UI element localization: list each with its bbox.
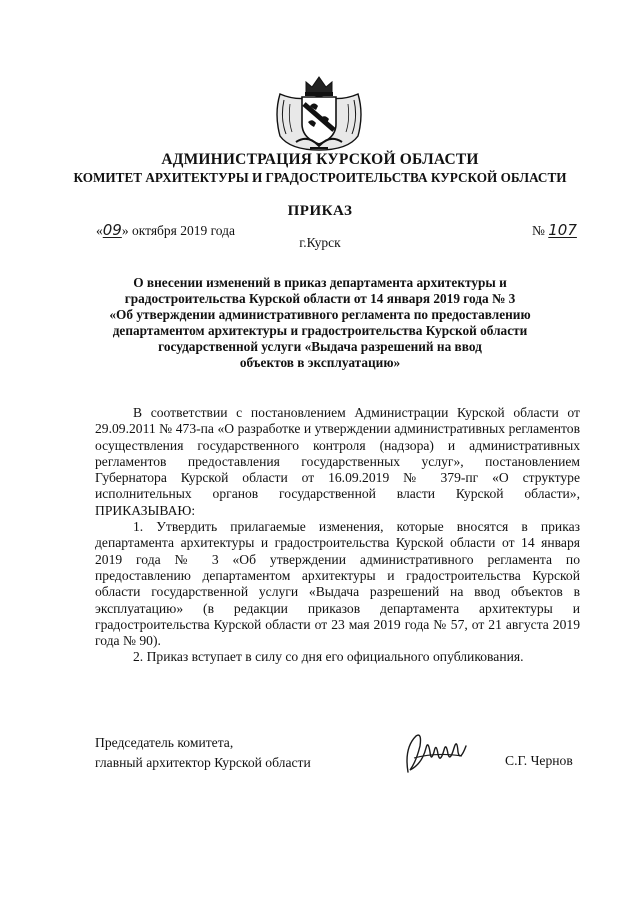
date-day: 09 (102, 221, 122, 239)
document-type: ПРИКАЗ (287, 203, 353, 219)
date-open-quote: « (96, 223, 103, 238)
order-title (100, 275, 540, 371)
title-line: «Об утверждении административного регламента по предоставлению (109, 307, 531, 322)
number-prefix: № (532, 223, 545, 238)
signatory-name: С.Г. Чернов (505, 753, 573, 768)
organization-name: АДМИНИСТРАЦИЯ КУРСКОЙ ОБЛАСТИ (161, 151, 479, 168)
title-line: градостроительства Курской области от 14 января 2019 года № 3 (124, 291, 516, 306)
title-line: департаментом архитектуры и градостроительства Курской области (112, 323, 528, 338)
title-line: государственной услуги «Выдача разрешений на ввод (158, 339, 482, 354)
order-body (95, 405, 580, 666)
title-line: объектов в эксплуатацию» (239, 355, 401, 370)
body-paragraph: 2. Приказ вступает в силу со дня его официального опубликования. (133, 649, 524, 665)
date-rest: » октября 2019 года (121, 223, 236, 238)
handwritten-signature-icon (400, 728, 472, 780)
position-line: Председатель комитета, (95, 735, 234, 750)
body-paragraph: В соответствии с постановлением Администрации Курской области от 29.09.2011 № 473-па «О разработке и утверждении административных регламентов осуществления государственного контроля (надзора) и административных регламентов предоставления государственных услуг», постановлением Губернатора Курской области от 16.09.2019 № 379-пг «О структуре исполнительных органов государственной власти Курской области», ПРИКАЗЫВАЮ: (95, 405, 580, 518)
committee-name: КОМИТЕТ АРХИТЕКТУРЫ И ГРАДОСТРОИТЕЛЬСТВА КУРСКОЙ ОБЛАСТИ (73, 170, 567, 185)
city: г.Курск (299, 235, 341, 250)
body-paragraph: 1. Утвердить прилагаемые изменения, которые вносятся в приказ департамента архитектуры и градостроительства Курской области от 14 января 2019 года № 3 «Об утверждении административного регламента по предоставлению департаментом архитектуры и градостроительства Курской области государственной услуги «Выдача разрешений на ввод объектов в эксплуатацию» (в редакции приказов департамента архитектуры и градостроительства Курской области от 23 мая 2019 года № 57, от 21 августа 2019 года № 90). (95, 519, 580, 649)
number-value: 107 (548, 221, 577, 239)
signatory-position (95, 733, 311, 773)
kursk-coat-of-arms-icon (270, 74, 368, 152)
position-line: главный архитектор Курской области (95, 755, 311, 770)
title-line: О внесении изменений в приказ департамента архитектуры и (133, 275, 507, 290)
